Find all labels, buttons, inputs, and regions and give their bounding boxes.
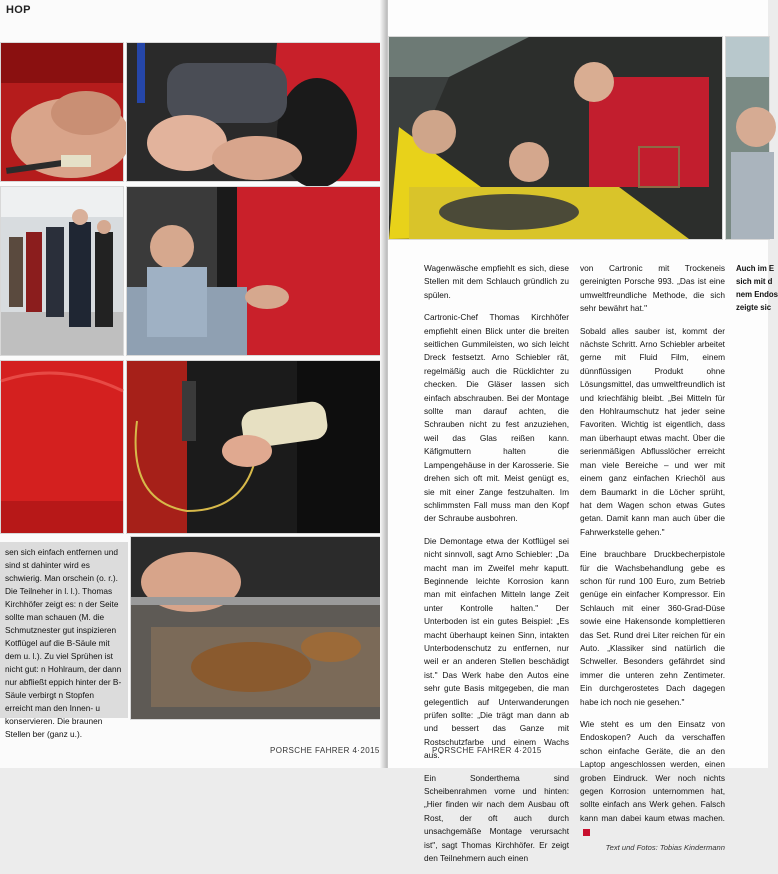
col2-paragraph-4 [580,718,725,839]
photo-credit: Text und Fotos: Tobias Kindermann [605,842,725,852]
col2-paragraph-1: von Cartronic mit Trockeneis gereinigten Porsche 993. „Das ist eine umweltfreundliche Methode, die sich sehr bewährt hat." [580,263,725,314]
text-column-2 [580,262,725,854]
photo-hands-wheel-arch [126,42,385,182]
photo-spray-gun-bottle [126,360,385,534]
sidebar-line: nem Endos [736,290,778,299]
sidebar-line: Auch im E [736,264,775,273]
footer-left: PORSCHE FAHRER 4·2015 [270,746,380,755]
photo-group-engine-bay [388,36,723,240]
col2-paragraph-4-text: Wie steht es um den Einsatz von Endoskopen? Auch da verschaffen schon einfache Geräte, die an den Laptop angeschlossen werden, einen groben Eindruck. Wer noch nichts gegen Korrosion unternommen hat, sollte einfach ans Werk gehen. Falsch kann man dabei kaum etwas machen. [580,719,725,823]
left-page [0,0,384,768]
footer-right: PORSCHE FAHRER 4·2015 [432,746,542,755]
section-header: HOP [6,4,31,16]
text-column-1 [424,262,569,874]
col1-paragraph-1: Wagenwäsche empfiehlt es sich, diese Stellen mit dem Schlauch gründlich zu spülen. [424,263,569,300]
col1-paragraph-2: Cartronic-Chef Thomas Kirchhöfer empfiehlt einen Blick unter die breiten seitlichen Gummileisten, wo sich leicht Dreck festsetzt. Arno Schiebler rät, regelmäßig auch die Rücklichter zu checken. Die Gläser lassen sich einfach abschrauben. Bei der Montage sollte man darauf achten, die Schrauben nicht zu fest anzuziehen, weil das Glas reißen kann. Käfigmuttern halten die Lampengehäuse in der Karosserie. Sie drehen sich oft mit. Meist genügt es, sie mit einer Zange festzuhalten. Im schlimmsten Fall muss man den Kopf der Schraube ausbohren. [424,312,569,524]
photo-caption [0,542,128,739]
sidebar-teaser [736,262,778,314]
photo-man-inspecting-door [126,186,385,356]
photo-hand-screwdriver [0,42,124,182]
photo-workshop-group [0,186,124,356]
col1-paragraph-3: Die Demontage etwa der Kotflügel sei nicht sinnvoll, sagt Arno Schiebler: „Da macht man im Zweifel mehr kaputt. Beginnende leichte Korrosion kann man mit einfachen Mitteln lange Zeit unter Kontrolle halten." Der Unterboden ist ein gutes Beispiel: „Es macht überhaupt keinen Sinn, intakten Unterbodenschutz zu entfernen, nur weil er an anderen Stellen beschädigt ist." Das Werk habe den Autos eine sehr gute Basis mitgegeben, die man gelegentlich auf Unterwanderungen prüfen sollte: „Die trägt man dann ab und bessert das Ganze mit Rostschutzfarbe und einem Wachs aus." [424,535,569,761]
photo-red-panel [0,360,124,534]
col2-paragraph-3: Eine brauchbare Druckbecherpistole für die Wachsbehandlung gebe es schon für rund 100 Euro, zum Betrieb genüge ein einfacher Kompressor. Ein Schlauch mit einer 360-Grad-Düse sowie eine Hakensonde komplettieren das Set. Rund drei Liter reichen für ein Auto. „Klassiker sind natürlich die Schweller. Besonders gefährdet sind immer die unteren zehn Zentimeter. Ein durchgerostetes Dach dagegen habe ich noch nie gesehen." [580,549,725,707]
right-page [388,0,778,864]
sidebar-line: zeigte sic [736,303,772,312]
caption-text: sen sich einfach entfernen und sind st dahinter wird es schwierig. Man orschein (o. r.). Die Teilneher in l. l.). Thomas Kirchhöfer zeigt es: n der Seite sollte man schauen (M. die Schmutznester gut inspizieren Kotflügel auf die B-Säule mit dem u. l.). Zu viel Sprühen ist nicht gut: n Hohlraum, der dann nur abfließt eppich hinter der B-Säule verbirgt n Stopfen erreicht man den Innen- u konservieren. Die braunen Stellen ber (ganz u.). [5,547,122,739]
col2-paragraph-2: Sobald alles sauber ist, kommt der nächste Schritt. Arno Schiebler arbeitet gerne mit Fluid Film, einem dünnflüssigen Produkt ohne Lösungsmittel, das umweltfreundlich ist und kriechfähig bleibt. „Bei Mitteln für den Hohlraumschutz hat jeder seine Favoriten. Wichtig ist eigentlich, dass man überhaupt etwas macht. Über die serienmäßigen Abflusslöcher erreicht man viele Bereiche – und wer mit einem ganz einfachen Kriechöl aus dem Baumarkt in die Löcher sprüht, hat dem Wagen schon etwas Gutes getan. Damit kann man auch über die Fahrwerkstelle gehen." [580,325,725,537]
sidebar-line: sich mit d [736,277,773,286]
photo-man-glasses [725,36,770,240]
photo-rusty-floor [130,536,385,720]
col1-paragraph-4: Ein Sonderthema sind Scheibenrahmen vorne und hinten: „Hier finden wir nach dem Ausbau oft Rost, der oft auch durch unsachgemäße Montage verursacht ist", sagt Thomas Kirchhöfer. Er zeigt den Teilnehmern auch einen [424,772,569,864]
end-mark-icon [583,829,590,836]
